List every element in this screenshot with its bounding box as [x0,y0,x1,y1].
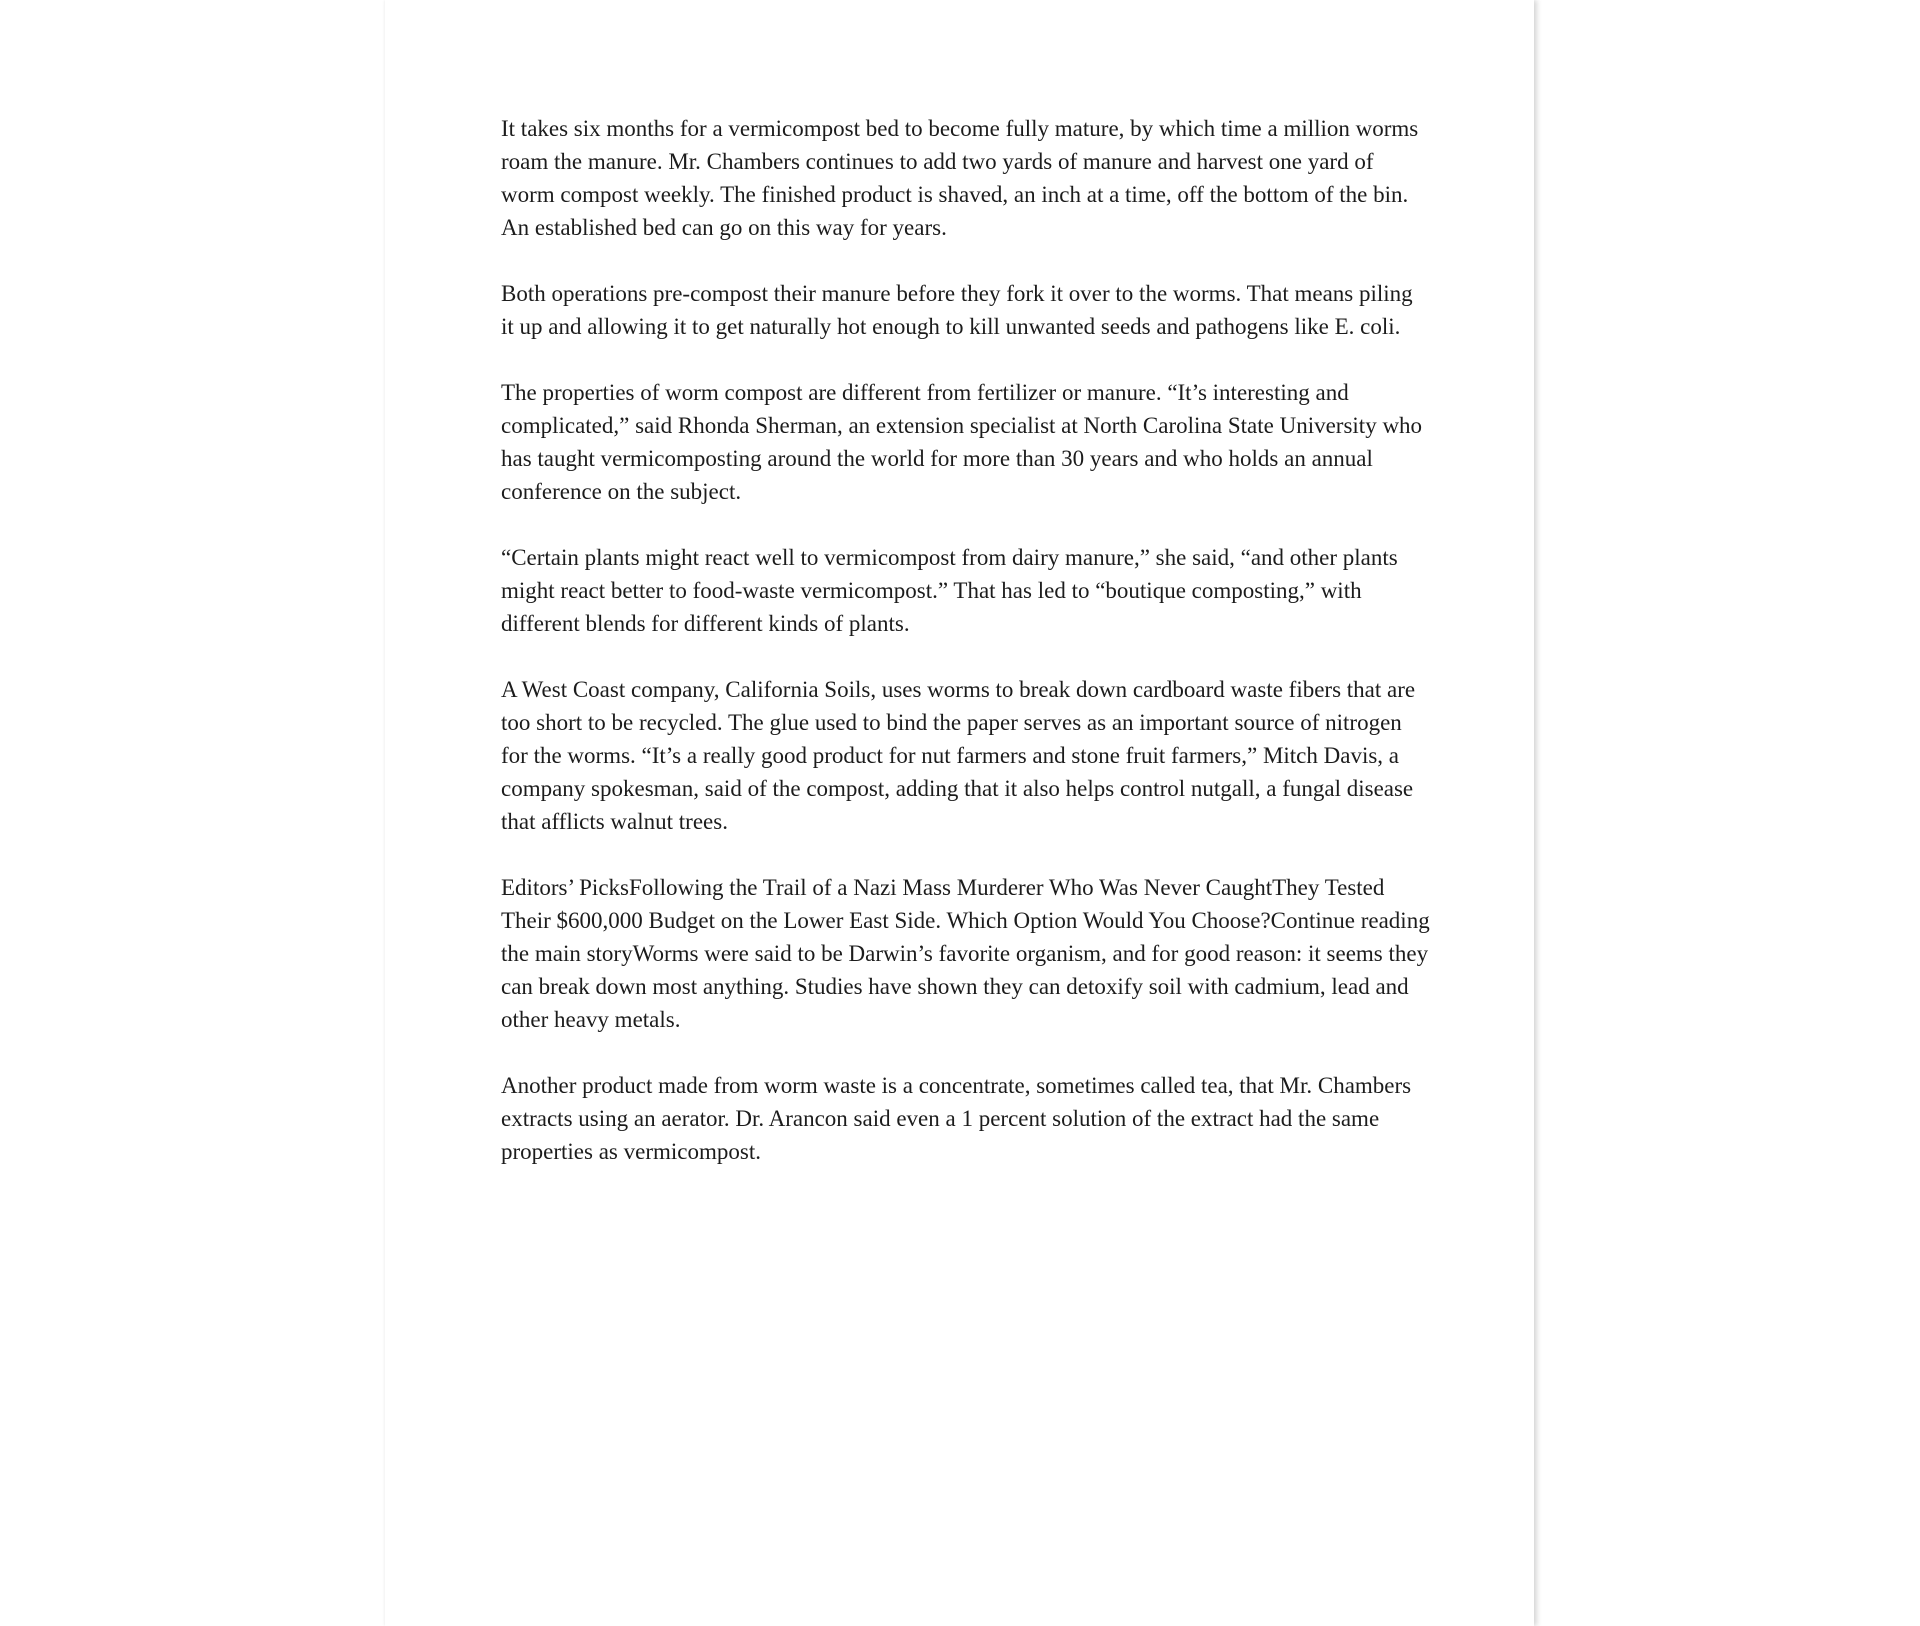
document-page [385,0,1534,1626]
paragraph: Both operations pre-compost their manure before they fork it over to the worms. That means piling it up and allowing it to get naturally hot enough to kill unwanted seeds and pathogens like E. coli. [501,281,1413,339]
paragraph: “Certain plants might react well to vermicompost from dairy manure,” she said, “and other plants might react better to food-waste vermicompost.” That has led to “boutique composting,” with different blends for different kinds of plants. [501,545,1398,636]
paragraph: Another product made from worm waste is a concentrate, sometimes called tea, that Mr. Chambers extracts using an aerator. Dr. Arancon said even a 1 percent solution of the extract had the same properties as vermicompost. [501,1073,1412,1164]
paragraph: Editors’ PicksFollowing the Trail of a Nazi Mass Murderer Who Was Never CaughtThey Tested Their $600,000 Budget on the Lower East Side. Which Option Would You Choose?Continue reading the main storyWorms were said to be Darwin’s favorite organism, and for good reason: it seems they can break down most anything. Studies have shown they can detoxify soil with cadmium, lead and other heavy metals. [501,875,1430,1032]
document-body [501,112,1431,1201]
paragraph: It takes six months for a vermicompost bed to become fully mature, by which time a million worms roam the manure. Mr. Chambers continues to add two yards of manure and harvest one yard of worm compost weekly. The finished product is shaved, an inch at a time, off the bottom of the bin. An established bed can go on this way for years. [501,116,1419,240]
paragraph: A West Coast company, California Soils, uses worms to break down cardboard waste fibers that are too short to be recycled. The glue used to bind the paper serves as an important source of nitrogen for the worms. “It’s a really good product for nut farmers and stone fruit farmers,” Mitch Davis, a company spokesman, said of the compost, adding that it also helps control nutgall, a fungal disease that afflicts walnut trees. [501,677,1416,834]
paragraph: The properties of worm compost are different from fertilizer or manure. “It’s interesting and complicated,” said Rhonda Sherman, an extension specialist at North Carolina State University who has taught vermicomposting around the world for more than 30 years and who holds an annual conference on the subject. [501,380,1423,504]
